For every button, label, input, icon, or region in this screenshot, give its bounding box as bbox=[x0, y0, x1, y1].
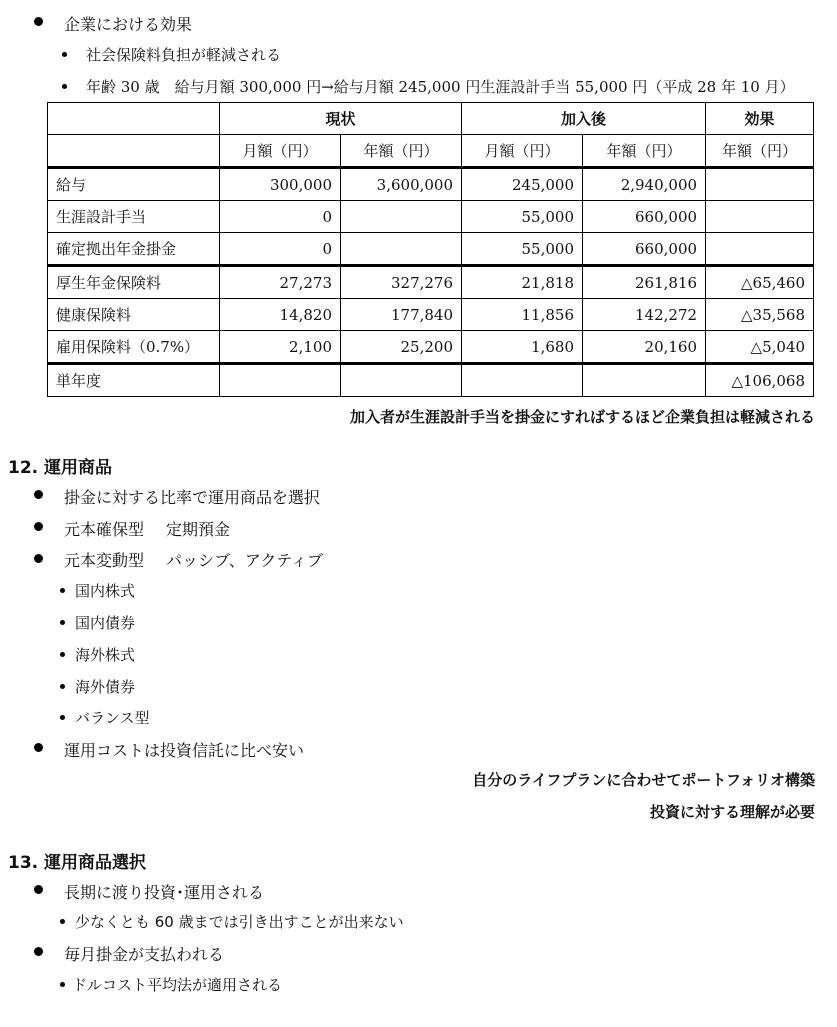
table-row bbox=[48, 331, 814, 364]
table-row bbox=[48, 299, 814, 331]
table-cell: 177,840 bbox=[341, 299, 462, 331]
table-cell bbox=[341, 233, 462, 266]
sub-item: バランス型 bbox=[75, 709, 150, 727]
table-cell: 3,600,000 bbox=[341, 168, 462, 201]
table-cell: △5,040 bbox=[706, 331, 814, 364]
bullet-dot-icon bbox=[60, 652, 65, 657]
corp-effect-title: 企業における効果 bbox=[64, 15, 193, 34]
section-12-bullet-1: 掛金に対する比率で運用商品を選択 bbox=[64, 488, 321, 507]
table-note: 加入者が生涯設計手当を掛金にすればするほど企業負担は軽減される bbox=[349, 408, 815, 426]
corp-effect-item-1: 社会保険料負担が軽減される bbox=[86, 46, 282, 64]
header-after-joining: 加入後 bbox=[462, 103, 706, 135]
section-12-bullet-3-detail: パッシブ、アクティブ bbox=[166, 551, 323, 570]
table-cell: 142,272 bbox=[583, 299, 706, 331]
table-cell: 2,940,000 bbox=[583, 168, 706, 201]
header-effect: 効果 bbox=[706, 103, 814, 135]
table-cell: △65,460 bbox=[706, 266, 814, 299]
subheader-empty bbox=[48, 135, 220, 168]
bullet-dot-icon bbox=[34, 743, 43, 752]
row-label: 雇用保険料（0.7%） bbox=[48, 331, 220, 364]
bullet-dot-icon bbox=[34, 522, 43, 531]
row-label: 単年度 bbox=[48, 364, 220, 397]
table-cell bbox=[341, 364, 462, 397]
row-label: 確定拠出年金掛金 bbox=[48, 233, 220, 266]
table-cell: 300,000 bbox=[220, 168, 341, 201]
social-insurance-table bbox=[47, 102, 814, 397]
bullet-dot-icon bbox=[60, 919, 65, 924]
table-cell: 1,680 bbox=[462, 331, 583, 364]
section-12-note-1: 自分のライフプランに合わせてポートフォリオ構築 bbox=[472, 771, 815, 789]
table-row bbox=[48, 233, 814, 266]
table-cell bbox=[341, 201, 462, 233]
table-cell: △35,568 bbox=[706, 299, 814, 331]
row-label: 生涯設計手当 bbox=[48, 201, 220, 233]
table-row bbox=[48, 168, 814, 201]
table-cell: 660,000 bbox=[583, 233, 706, 266]
header-empty bbox=[48, 103, 220, 135]
bullet-dot-icon bbox=[34, 490, 43, 499]
bullet-dot-icon bbox=[60, 620, 65, 625]
row-label: 給与 bbox=[48, 168, 220, 201]
table-cell: 0 bbox=[220, 201, 341, 233]
table-row bbox=[48, 201, 814, 233]
sub-item: 海外株式 bbox=[75, 646, 136, 664]
section-12-bullet-3: 元本変動型 bbox=[64, 551, 145, 570]
table-cell: 261,816 bbox=[583, 266, 706, 299]
bullet-dot-icon bbox=[34, 947, 43, 956]
table-cell: 55,000 bbox=[462, 233, 583, 266]
table-row bbox=[48, 364, 814, 397]
bullet-dot-icon bbox=[34, 554, 43, 563]
table-cell: 245,000 bbox=[462, 168, 583, 201]
subheader-annual: 年額（円） bbox=[583, 135, 706, 168]
bullet-dot-icon bbox=[60, 982, 65, 987]
section-12-cost-bullet: 運用コストは投資信託に比べ安い bbox=[64, 741, 305, 760]
table-cell: 25,200 bbox=[341, 331, 462, 364]
section-12-bullet-2-detail: 定期預金 bbox=[166, 520, 231, 539]
table-cell bbox=[583, 364, 706, 397]
section-13-sub-item-2: ドルコスト平均法が適用される bbox=[72, 976, 283, 994]
section-13-bullet-2: 毎月掛金が支払われる bbox=[64, 945, 225, 964]
section-13-sub-item-1: 少なくとも 60 歳までは引き出すことが出来ない bbox=[75, 913, 404, 931]
table-row bbox=[48, 266, 814, 299]
section-12-note-2: 投資に対する理解が必要 bbox=[649, 803, 815, 821]
section-13-bullet-1: 長期に渡り投資･運用される bbox=[64, 883, 265, 902]
table-cell: 21,818 bbox=[462, 266, 583, 299]
header-current: 現状 bbox=[220, 103, 462, 135]
bullet-dot-icon bbox=[62, 84, 67, 89]
table-cell: 0 bbox=[220, 233, 341, 266]
table-cell: 20,160 bbox=[583, 331, 706, 364]
bullet-dot-icon bbox=[62, 52, 67, 57]
table-cell: 660,000 bbox=[583, 201, 706, 233]
section-13-heading: 13. 運用商品選択 bbox=[8, 853, 147, 873]
table-cell: △106,068 bbox=[706, 364, 814, 397]
sub-item: 海外債券 bbox=[75, 678, 136, 696]
table-cell: 14,820 bbox=[220, 299, 341, 331]
bullet-dot-icon bbox=[34, 885, 43, 894]
table-cell bbox=[220, 364, 341, 397]
table-cell bbox=[706, 233, 814, 266]
table-cell: 55,000 bbox=[462, 201, 583, 233]
row-label: 厚生年金保険料 bbox=[48, 266, 220, 299]
table-cell bbox=[706, 201, 814, 233]
sub-item: 国内株式 bbox=[75, 582, 136, 600]
bullet-dot-icon bbox=[60, 684, 65, 689]
subheader-monthly: 月額（円） bbox=[462, 135, 583, 168]
bullet-dot-icon bbox=[60, 588, 65, 593]
bullet-dot-icon bbox=[34, 17, 43, 26]
corp-effect-item-2: 年齢 30 歳 給与月額 300,000 円→給与月額 245,000 円生涯設計手当 55,000 円（平成 28 年 10 月） bbox=[86, 78, 795, 96]
section-12-bullet-2: 元本確保型 bbox=[64, 520, 145, 539]
row-label: 健康保険料 bbox=[48, 299, 220, 331]
table-cell bbox=[462, 364, 583, 397]
table-cell: 11,856 bbox=[462, 299, 583, 331]
subheader-annual: 年額（円） bbox=[706, 135, 814, 168]
subheader-monthly: 月額（円） bbox=[220, 135, 341, 168]
section-12-heading: 12. 運用商品 bbox=[8, 458, 113, 478]
table-cell: 27,273 bbox=[220, 266, 341, 299]
bullet-dot-icon bbox=[60, 715, 65, 720]
table-cell: 2,100 bbox=[220, 331, 341, 364]
sub-item: 国内債券 bbox=[75, 614, 136, 632]
table-cell: 327,276 bbox=[341, 266, 462, 299]
subheader-annual: 年額（円） bbox=[341, 135, 462, 168]
table-cell bbox=[706, 168, 814, 201]
